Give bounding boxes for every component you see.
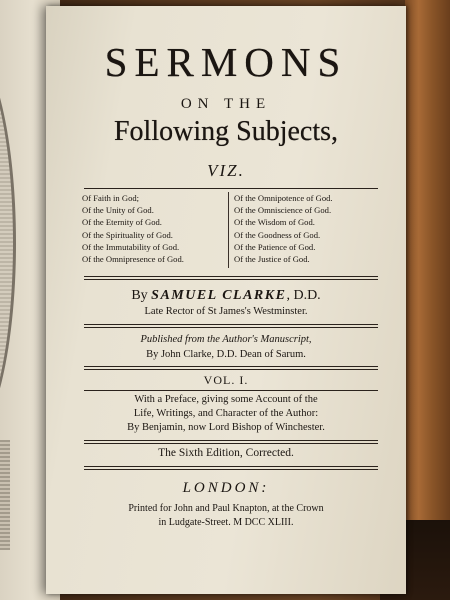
subject-item: Of the Goodness of God. xyxy=(234,229,321,240)
imprint-line2: in Ludgate-Street. M DCC XLIII. xyxy=(158,517,294,528)
engraved-portrait-oval xyxy=(0,40,16,446)
wooden-shelf xyxy=(405,0,450,600)
publisher-note-line2: By John Clarke, D.D. Dean of Sarum. xyxy=(146,349,306,360)
title-sermons: SERMONS xyxy=(104,39,348,85)
title-page xyxy=(46,6,406,594)
preface-line1: With a Preface, giving some Account of the xyxy=(134,394,318,405)
subject-item: Of the Eternity of God. xyxy=(82,217,162,228)
author-line: By SAMUEL CLARKE, D.D. xyxy=(131,288,321,303)
subjects-left-column xyxy=(82,192,184,265)
rule-publisher-bottom xyxy=(84,366,378,370)
imprint-city: LONDON: xyxy=(182,480,270,496)
subjects-right-column xyxy=(234,192,333,265)
publisher-note-line1: Published from the Author's Manuscript, xyxy=(140,334,312,345)
subject-item: Of the Unity of God. xyxy=(82,205,154,216)
author-name: SAMUEL CLARKE xyxy=(151,288,287,303)
title-viz: VIZ. xyxy=(207,161,245,180)
title-following-subjects: Following Subjects, xyxy=(113,116,338,147)
subject-item: Of the Omnipotence of God. xyxy=(234,193,333,203)
rule-preface-bottom xyxy=(84,440,378,444)
imprint-line1: Printed for John and Paul Knapton, at the Crown xyxy=(128,503,324,514)
subject-item: Of the Spirituality of God. xyxy=(82,229,173,240)
subject-item: Of the Wisdom of God. xyxy=(234,217,315,228)
rule-volume-bottom xyxy=(84,390,378,391)
subject-item: Of the Omniscience of God. xyxy=(234,205,332,216)
author-by: By xyxy=(131,288,148,303)
rule-author-bottom xyxy=(84,324,378,328)
subject-item: Of the Omnipresence of God. xyxy=(82,254,184,265)
author-position: Late Rector of St James's Westminster. xyxy=(144,306,308,317)
rule-top xyxy=(84,188,378,189)
column-divider xyxy=(228,192,229,268)
rule-subjects-bottom xyxy=(84,276,378,280)
preface-line2: Life, Writings, and Character of the Author: xyxy=(133,408,319,419)
engraved-pedestal xyxy=(0,440,10,550)
author-degree: D.D. xyxy=(293,288,321,303)
subject-item: Of the Patience of God. xyxy=(234,241,316,252)
volume-label: VOL. I. xyxy=(203,373,249,387)
subject-item: Of Faith in God; xyxy=(82,193,140,203)
title-on-the: ON THE xyxy=(180,96,272,112)
subject-item: Of the Immutability of God. xyxy=(82,241,180,252)
rule-edition-bottom xyxy=(84,466,378,470)
subject-item: Of the Justice of God. xyxy=(234,254,310,265)
preface-line3: By Benjamin, now Lord Bishop of Winchester. xyxy=(127,422,325,433)
edition-label: The Sixth Edition, Corrected. xyxy=(158,447,294,459)
